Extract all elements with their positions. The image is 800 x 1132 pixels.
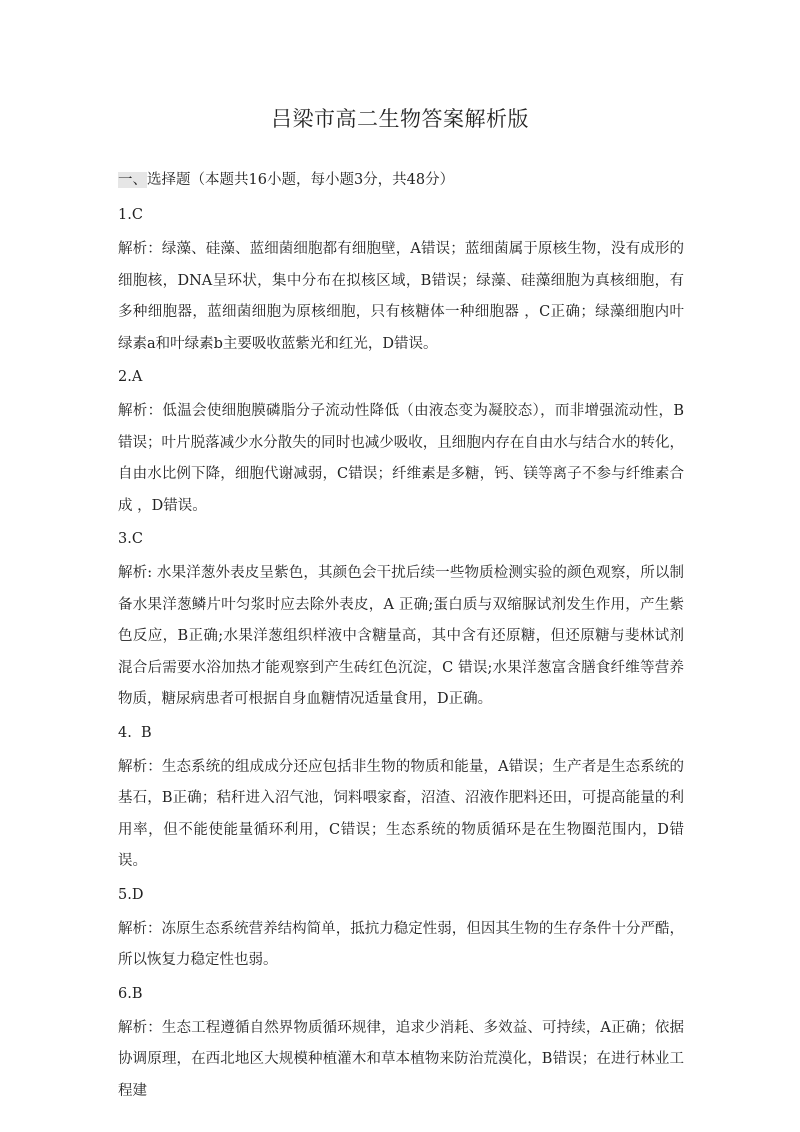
question-explanation: 解析：冻原生态系统营养结构简单，抵抗力稳定性弱，但因其生物的生存条件十分严酷，所以恢复力稳定性也弱。 [118, 920, 684, 968]
question-explanation: 解析：生态系统的组成成分还应包括非生物的物质和能量，A错误；生产者是生态系统的基石，B正确；秸秆进入沼气池，饲料喂家畜，沼渣、沼液作肥料还田，可提高能量的利用率，但不能使能量循环利用，C错误；生态系统的物质循环是在生物圈范围内，D错误。 [118, 758, 684, 869]
section-number: 一、 [118, 172, 147, 188]
question-1 [118, 205, 684, 360]
question-explanation: 解析：生态工程遵循自然界物质循环规律，追求少消耗、多效益、可持续，A正确；依据协调原理，在西北地区大规模种植灌木和草本植物来防治荒漠化，B错误；在进行林业工程建 [118, 1019, 684, 1099]
question-explanation: 解析：绿藻、硅藻、蓝细菌细胞都有细胞壁，A错误；蓝细菌属于原核生物，没有成形的细胞核，DNA呈环状，集中分布在拟核区域，B错误；绿藻、硅藻细胞为真核细胞，有多种细胞器，蓝细菌细胞为原核细胞，只有核糖体一种细胞器 ，C正确；绿藻细胞内叶绿素a和叶绿素b主要吸收蓝紫光和红光，D错误。 [118, 241, 684, 352]
document-title: 吕梁市高二生物答案解析版 [271, 107, 529, 131]
section-heading-text: 选择题（本题共16小题，每小题3分，共48分） [147, 172, 455, 188]
question-explanation: 解析：低温会使细胞膜磷脂分子流动性降低（由液态变为凝胶态），而非增强流动性，B错误；叶片脱落减少水分散失的同时也减少吸收，且细胞内存在自由水与结合水的转化，自由水比例下降，细胞代谢减弱，C错误；纤维素是多糖，钙、镁等离子不参与纤维素合成 ，D错误。 [118, 403, 684, 514]
question-2 [118, 367, 684, 522]
question-3 [118, 529, 684, 716]
question-answer: 4. B [118, 724, 152, 741]
question-4 [118, 723, 684, 878]
document-body [118, 170, 684, 1114]
question-answer: 6.B [118, 985, 143, 1002]
question-explanation: 解析: 水果洋葱外表皮呈紫色，其颜色会干扰后续一些物质检测实验的颜色观察，所以制备水果洋葱鳞片叶匀浆时应去除外表皮，A 正确;蛋白质与双缩脲试剂发生作用，产生紫色反应，B正确;水果洋葱组织样液中含糖量高，其中含有还原糖，但还原糖与斐林试剂混合后需要水浴加热才能观察到产生砖红色沉淀，C 错误;水果洋葱富含膳食纤维等营养物质，糖尿病患者可根据自身血糖情况适量食用，D正确。 [118, 565, 684, 707]
question-6 [118, 984, 684, 1108]
question-answer: 1.C [118, 207, 143, 223]
question-5 [118, 885, 684, 977]
question-answer: 3.C [118, 531, 143, 547]
question-answer: 5.D [118, 886, 144, 903]
question-answer: 2.A [118, 369, 143, 385]
section-heading [118, 170, 684, 194]
